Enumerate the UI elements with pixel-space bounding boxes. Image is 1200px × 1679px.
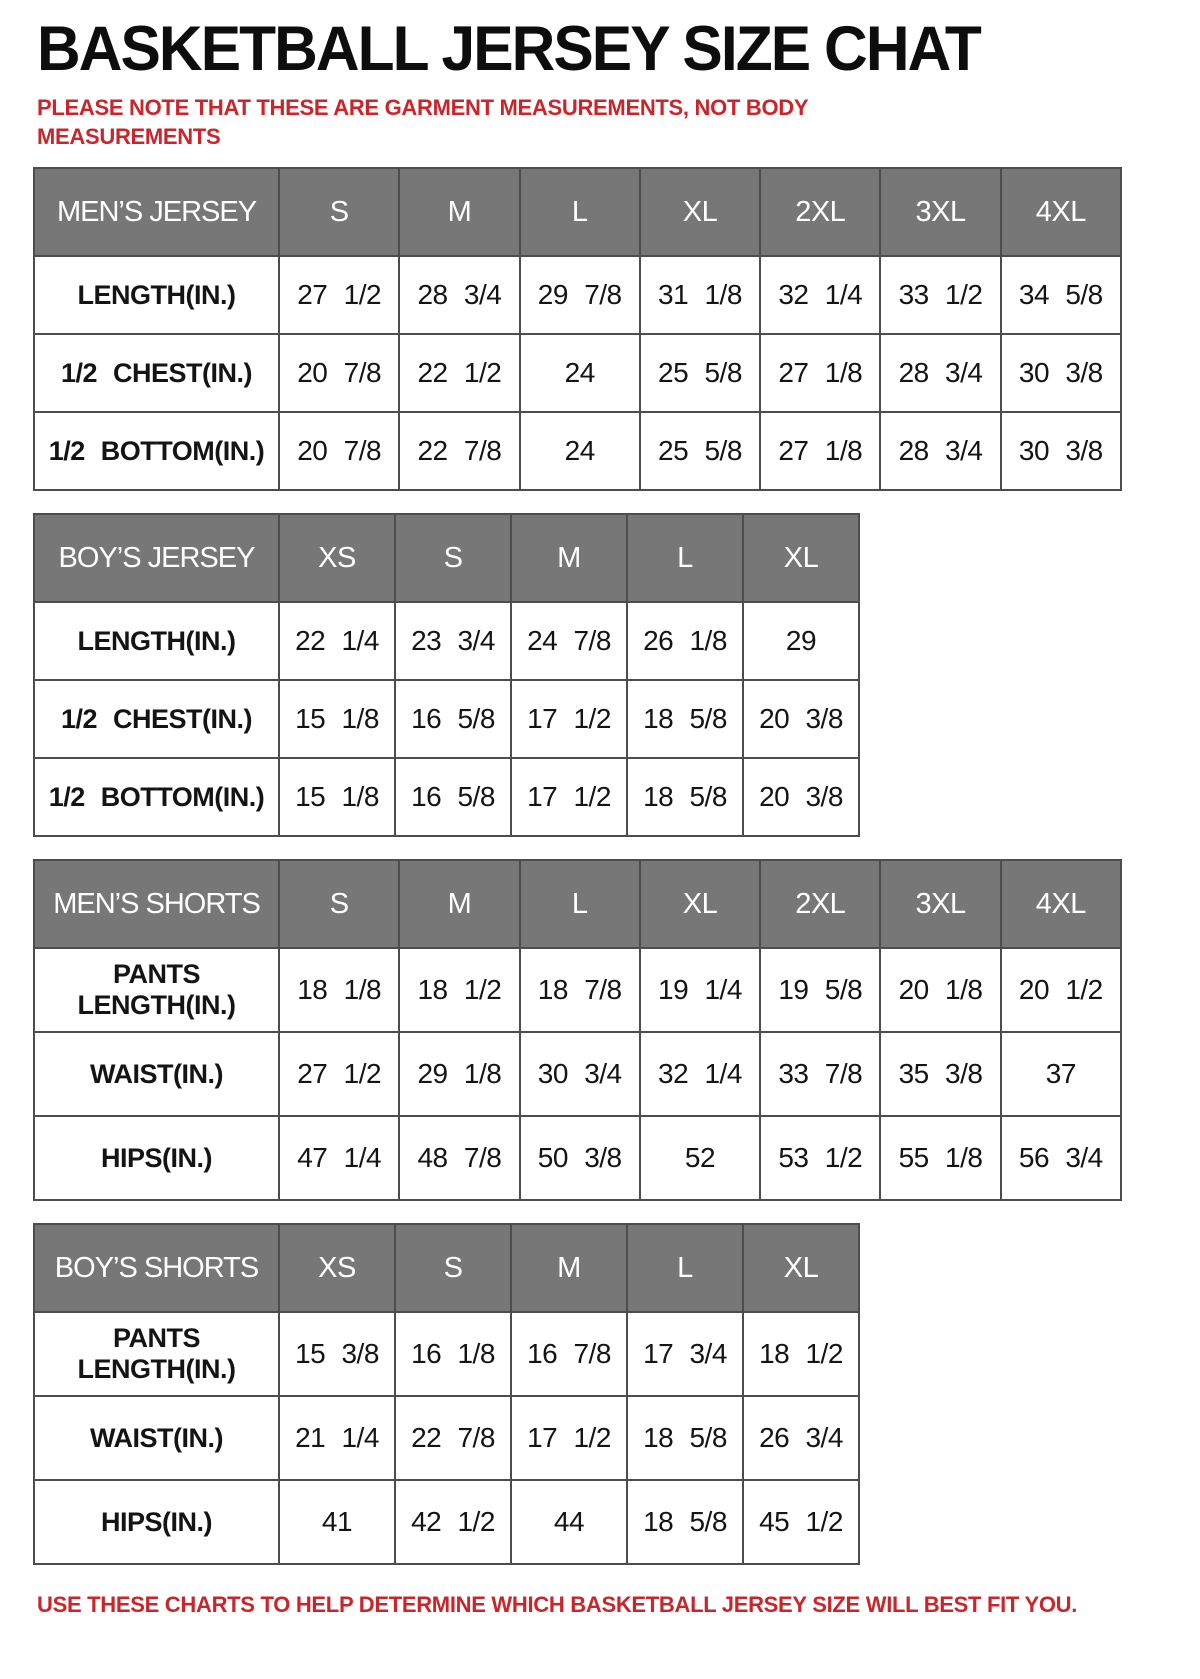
- value-cell: 15 1/8: [279, 680, 395, 758]
- value-cell: 19 5/8: [760, 948, 880, 1032]
- value-cell: 17 1/2: [511, 1396, 627, 1480]
- value-cell: 24: [520, 412, 640, 490]
- value-cell: 27 1/8: [760, 334, 880, 412]
- value-cell: 20 7/8: [279, 334, 399, 412]
- boys-jersey-size-header-m: M: [511, 514, 627, 602]
- value-cell: 15 1/8: [279, 758, 395, 836]
- boys-shorts-size-header-s: S: [395, 1224, 511, 1312]
- value-cell: 56 3/4: [1001, 1116, 1121, 1200]
- value-cell: 29 1/8: [399, 1032, 519, 1116]
- value-cell: 18 5/8: [627, 758, 743, 836]
- mens-jersey-size-header-s: S: [279, 168, 399, 256]
- boys-jersey-title-cell: BOY’S JERSEY: [34, 514, 279, 602]
- value-cell: 33 7/8: [760, 1032, 880, 1116]
- value-cell: 20 1/8: [880, 948, 1000, 1032]
- mens-shorts-size-header-l: L: [520, 860, 640, 948]
- mens-shorts-size-header-m: M: [399, 860, 519, 948]
- value-cell: 27 1/8: [760, 412, 880, 490]
- value-cell: 31 1/8: [640, 256, 760, 334]
- value-cell: 23 3/4: [395, 602, 511, 680]
- value-cell: 17 1/2: [511, 758, 627, 836]
- mens-jersey-table: [33, 167, 1122, 491]
- value-cell: 32 1/4: [640, 1032, 760, 1116]
- value-cell: 30 3/8: [1001, 412, 1121, 490]
- value-cell: 16 5/8: [395, 680, 511, 758]
- value-cell: 18 5/8: [627, 1396, 743, 1480]
- mens-shorts-size-header-3xl: 3XL: [880, 860, 1000, 948]
- value-cell: 48 7/8: [399, 1116, 519, 1200]
- value-cell: 55 1/8: [880, 1116, 1000, 1200]
- value-cell: 29 7/8: [520, 256, 640, 334]
- value-cell: 21 1/4: [279, 1396, 395, 1480]
- value-cell: 22 1/2: [399, 334, 519, 412]
- value-cell: 37: [1001, 1032, 1121, 1116]
- boys-shorts-table-wrap: [33, 1223, 1124, 1565]
- boys-jersey-row: [34, 758, 859, 836]
- mens-shorts-row: [34, 1032, 1121, 1116]
- boys-jersey-size-header-l: L: [627, 514, 743, 602]
- boys-shorts-row: [34, 1480, 859, 1564]
- value-cell: 22 7/8: [399, 412, 519, 490]
- mens-shorts-table-wrap: [33, 859, 1124, 1201]
- value-cell: 18 1/2: [399, 948, 519, 1032]
- boys-shorts-table: [33, 1223, 860, 1565]
- value-cell: 24: [520, 334, 640, 412]
- value-cell: 16 5/8: [395, 758, 511, 836]
- boys-jersey-table: [33, 513, 860, 837]
- best-fit-note: USE THESE CHARTS TO HELP DETERMINE WHICH BASKETBALL JERSEY SIZE WILL BEST FIT YOU.: [37, 1592, 1078, 1618]
- boys-shorts-size-header-m: M: [511, 1224, 627, 1312]
- row-label: PANTS LENGTH(IN.): [34, 948, 279, 1032]
- mens-jersey-size-header-2xl: 2XL: [760, 168, 880, 256]
- row-label: HIPS(IN.): [34, 1480, 279, 1564]
- mens-jersey-row: [34, 334, 1121, 412]
- row-label: 1/2 BOTTOM(IN.): [34, 758, 279, 836]
- boys-jersey-row: [34, 602, 859, 680]
- value-cell: 18 5/8: [627, 680, 743, 758]
- mens-jersey-size-header-m: M: [399, 168, 519, 256]
- page-title: BASKETBALL JERSEY SIZE CHAT: [37, 14, 980, 84]
- boys-shorts-size-header-l: L: [627, 1224, 743, 1312]
- boys-jersey-size-header-xs: XS: [279, 514, 395, 602]
- value-cell: 28 3/4: [399, 256, 519, 334]
- value-cell: 33 1/2: [880, 256, 1000, 334]
- garment-measurement-note: PLEASE NOTE THAT THESE ARE GARMENT MEASUREMENTS, NOT BODY MEASUREMENTS: [37, 95, 808, 149]
- value-cell: 22 7/8: [395, 1396, 511, 1480]
- value-cell: 17 3/4: [627, 1312, 743, 1396]
- mens-shorts-title-cell: MEN’S SHORTS: [34, 860, 279, 948]
- mens-shorts-table: [33, 859, 1122, 1201]
- value-cell: 18 5/8: [627, 1480, 743, 1564]
- value-cell: 17 1/2: [511, 680, 627, 758]
- value-cell: 27 1/2: [279, 1032, 399, 1116]
- value-cell: 16 7/8: [511, 1312, 627, 1396]
- boys-jersey-size-header-xl: XL: [743, 514, 859, 602]
- boys-jersey-size-header-s: S: [395, 514, 511, 602]
- value-cell: 20 3/8: [743, 680, 859, 758]
- mens-jersey-size-header-3xl: 3XL: [880, 168, 1000, 256]
- value-cell: 44: [511, 1480, 627, 1564]
- value-cell: 27 1/2: [279, 256, 399, 334]
- value-cell: 20 1/2: [1001, 948, 1121, 1032]
- value-cell: 16 1/8: [395, 1312, 511, 1396]
- mens-jersey-row: [34, 412, 1121, 490]
- row-label: 1/2 CHEST(IN.): [34, 680, 279, 758]
- value-cell: 30 3/4: [520, 1032, 640, 1116]
- row-label: WAIST(IN.): [34, 1032, 279, 1116]
- mens-jersey-header-row: [34, 168, 1121, 256]
- mens-shorts-size-header-xl: XL: [640, 860, 760, 948]
- value-cell: 15 3/8: [279, 1312, 395, 1396]
- boys-shorts-row: [34, 1396, 859, 1480]
- value-cell: 42 1/2: [395, 1480, 511, 1564]
- boys-shorts-title-cell: BOY’S SHORTS: [34, 1224, 279, 1312]
- value-cell: 35 3/8: [880, 1032, 1000, 1116]
- boys-jersey-row: [34, 680, 859, 758]
- value-cell: 28 3/4: [880, 334, 1000, 412]
- mens-jersey-size-header-4xl: 4XL: [1001, 168, 1121, 256]
- row-label: HIPS(IN.): [34, 1116, 279, 1200]
- mens-shorts-row: [34, 1116, 1121, 1200]
- boys-shorts-size-header-xs: XS: [279, 1224, 395, 1312]
- value-cell: 34 5/8: [1001, 256, 1121, 334]
- mens-shorts-row: [34, 948, 1121, 1032]
- mens-shorts-header-row: [34, 860, 1121, 948]
- row-label: LENGTH(IN.): [34, 256, 279, 334]
- value-cell: 20 7/8: [279, 412, 399, 490]
- row-label: WAIST(IN.): [34, 1396, 279, 1480]
- row-label: PANTS LENGTH(IN.): [34, 1312, 279, 1396]
- mens-shorts-size-header-2xl: 2XL: [760, 860, 880, 948]
- mens-shorts-size-header-4xl: 4XL: [1001, 860, 1121, 948]
- value-cell: 29: [743, 602, 859, 680]
- value-cell: 28 3/4: [880, 412, 1000, 490]
- value-cell: 47 1/4: [279, 1116, 399, 1200]
- value-cell: 52: [640, 1116, 760, 1200]
- mens-jersey-size-header-xl: XL: [640, 168, 760, 256]
- value-cell: 18 7/8: [520, 948, 640, 1032]
- boys-shorts-header-row: [34, 1224, 859, 1312]
- value-cell: 18 1/8: [279, 948, 399, 1032]
- value-cell: 19 1/4: [640, 948, 760, 1032]
- value-cell: 45 1/2: [743, 1480, 859, 1564]
- mens-jersey-table-wrap: [33, 167, 1124, 491]
- value-cell: 26 3/4: [743, 1396, 859, 1480]
- mens-jersey-title-cell: MEN’S JERSEY: [34, 168, 279, 256]
- value-cell: 25 5/8: [640, 334, 760, 412]
- value-cell: 18 1/2: [743, 1312, 859, 1396]
- row-label: 1/2 CHEST(IN.): [34, 334, 279, 412]
- boys-jersey-header-row: [34, 514, 859, 602]
- row-label: 1/2 BOTTOM(IN.): [34, 412, 279, 490]
- value-cell: 24 7/8: [511, 602, 627, 680]
- boys-shorts-size-header-xl: XL: [743, 1224, 859, 1312]
- value-cell: 32 1/4: [760, 256, 880, 334]
- mens-jersey-row: [34, 256, 1121, 334]
- mens-shorts-size-header-s: S: [279, 860, 399, 948]
- value-cell: 22 1/4: [279, 602, 395, 680]
- value-cell: 30 3/8: [1001, 334, 1121, 412]
- value-cell: 20 3/8: [743, 758, 859, 836]
- boys-shorts-row: [34, 1312, 859, 1396]
- value-cell: 25 5/8: [640, 412, 760, 490]
- value-cell: 41: [279, 1480, 395, 1564]
- value-cell: 53 1/2: [760, 1116, 880, 1200]
- value-cell: 50 3/8: [520, 1116, 640, 1200]
- boys-jersey-table-wrap: [33, 513, 1124, 837]
- row-label: LENGTH(IN.): [34, 602, 279, 680]
- value-cell: 26 1/8: [627, 602, 743, 680]
- mens-jersey-size-header-l: L: [520, 168, 640, 256]
